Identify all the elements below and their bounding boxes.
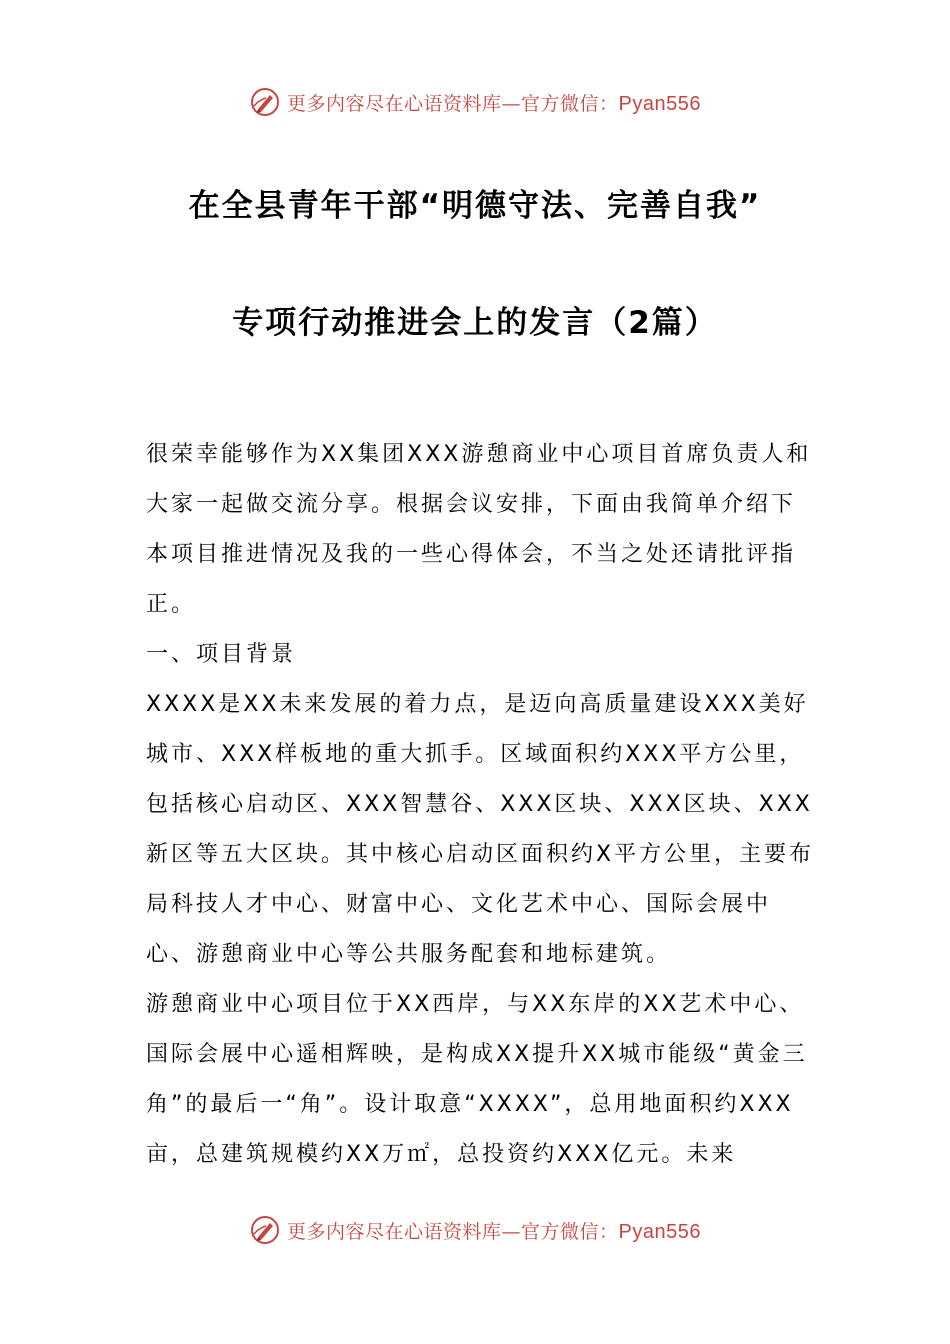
watermark-text: 更多内容尽在心语资料库—官方微信：Pyan556 [287,92,701,115]
document-title-line-1: 在全县青年干部“明德守法、完善自我” [188,188,762,224]
wechat-id: Pyan556 [618,1220,701,1243]
pen-logo-icon [249,1214,281,1246]
watermark-header [0,82,950,122]
body-paragraph: XXXX是XX未来发展的着力点，是迈向高质量建设XXX美好城市、XXX样板地的重大抓手。区域面积约XXX平方公里，包括核心启动区、XXX智慧谷、XXX区块、XXX区块、XXX新区等五大区块。其中核心启动区面积约X平方公里，主要布局科技人才中心、财富中心、文化艺术中心、国际会展中心、游憩商业中心等公共服务配套和地标建筑。 [146,692,815,967]
intro-paragraph: 很荣幸能够作为XX集团XXX游憩商业中心项目首席负责人和大家一起做交流分享。根据会议安排，下面由我简单介绍下本项目推进情况及我的一些心得体会，不当之处还请批评指正。 [146,442,812,617]
document-title-line-2: 专项行动推进会上的发言（2篇） [232,305,718,341]
document-body [146,430,818,1180]
body-paragraph: 游憩商业中心项目位于XX西岸，与XX东岸的XX艺术中心、国际会展中心遥相辉映，是构成XX提升XX城市能级“黄金三角”的最后一“角”。设计取意“XXXX”，总用地面积约XXX亩，总建筑规模约XX万㎡，总投资约XXX亿元。未来 [146,992,808,1167]
pen-logo-icon [249,86,281,118]
wechat-id: Pyan556 [618,92,701,115]
watermark-footer [0,1210,950,1250]
section-heading: 一、项目背景 [146,642,297,667]
watermark-text: 更多内容尽在心语资料库—官方微信：Pyan556 [287,1220,701,1243]
